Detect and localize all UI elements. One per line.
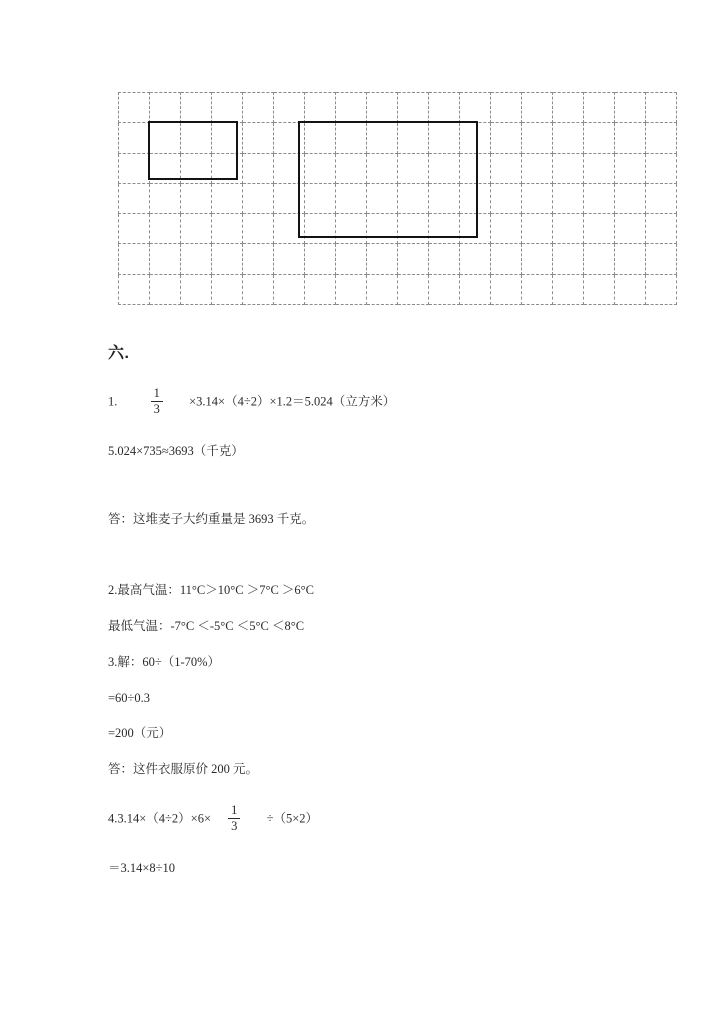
problem-2-line-2: 最低气温：-7°C ＜-5°C ＜5°C ＜8°C [108,619,305,633]
problem-1-line-2: 5.024×735≈3693（千克） [108,444,244,458]
grid-cell [553,93,584,123]
grid-cell [212,274,243,304]
grid-cell [615,244,646,274]
grid-cell [522,183,553,213]
grid-cell [646,244,677,274]
grid-cell [119,183,150,213]
grid-cell [491,93,522,123]
grid-cell [243,93,274,123]
problem-3-line-3: =200（元） [108,726,172,740]
grid-cell [212,214,243,244]
grid-cell [429,93,460,123]
grid-cell [553,244,584,274]
grid-cell [522,123,553,153]
large-rectangle [298,121,478,238]
problem-1-line-1 [108,388,395,417]
grid-cell [553,274,584,304]
grid-cell [646,214,677,244]
grid-cell [491,153,522,183]
grid-cell [522,214,553,244]
grid-cell [398,244,429,274]
grid-cell [212,93,243,123]
grid-cell [646,183,677,213]
grid-cell [243,244,274,274]
grid-cell [398,274,429,304]
grid-cell [615,93,646,123]
grid-cell [150,214,181,244]
grid-cell [212,183,243,213]
problem-3-answer: 答：这件衣服原价 200 元。 [108,762,259,776]
problem-4-expression-head: 4.3.14×（4÷2）×6× [108,811,212,826]
problem-3-line-2: =60÷0.3 [108,691,151,705]
grid-cell [305,93,336,123]
grid-cell [367,274,398,304]
grid-cell [522,93,553,123]
fraction-denominator: 3 [231,819,238,834]
grid-cell [305,274,336,304]
grid-cell [274,244,305,274]
grid-cell [615,183,646,213]
problem-1-label: 1. [108,394,118,409]
grid-cell [429,274,460,304]
grid-cell [150,93,181,123]
grid-cell [460,93,491,123]
grid-cell [522,274,553,304]
grid-cell [119,214,150,244]
grid-cell [274,93,305,123]
fraction-one-third [151,387,163,416]
grid-cell [646,153,677,183]
problem-4-line-2: ＝3.14×8÷10 [108,861,176,875]
grid-cell [212,244,243,274]
grid-cell [119,123,150,153]
grid-cell [119,93,150,123]
grid-cell [150,244,181,274]
grid-cell [181,274,212,304]
grid-cell [522,153,553,183]
grid-cell [119,274,150,304]
grid-row [119,93,677,123]
problem-2-line-1: 2.最高气温：11°C＞10°C ＞7°C ＞6°C [108,583,315,597]
grid-cell [181,183,212,213]
grid-cell [615,153,646,183]
grid-cell [367,244,398,274]
grid-cell [584,93,615,123]
grid-cell [615,274,646,304]
grid-cell [646,123,677,153]
grid-cell [119,153,150,183]
grid-cell [553,214,584,244]
grid-row [119,244,677,274]
grid-cell [584,123,615,153]
grid-cell [584,274,615,304]
grid-figure [118,92,658,297]
grid-cell [460,244,491,274]
grid-cell [119,244,150,274]
grid-cell [553,123,584,153]
grid-cell [584,153,615,183]
grid-cell [150,274,181,304]
grid-cell [553,183,584,213]
grid-cell [243,274,274,304]
grid-cell [429,244,460,274]
grid-cell [274,274,305,304]
problem-3-line-1: 3.解：60÷（1-70%） [108,655,221,669]
grid-cell [584,214,615,244]
grid-cell [491,214,522,244]
grid-cell [181,93,212,123]
grid-cell [305,244,336,274]
grid-cell [243,123,274,153]
section-heading-six: 六. [108,345,130,362]
grid-cell [336,244,367,274]
grid-row [119,274,677,304]
fraction-one-third-2 [228,804,240,833]
problem-4-expression-tail: ÷（5×2） [266,811,319,826]
grid-cell [367,93,398,123]
grid-cell [336,274,367,304]
grid-cell [398,93,429,123]
grid-cell [243,214,274,244]
problem-1-answer: 答：这堆麦子大约重量是 3693 千克。 [108,512,315,526]
grid-cell [584,244,615,274]
grid-cell [336,93,367,123]
grid-cell [491,123,522,153]
fraction-numerator: 1 [231,803,238,817]
grid-cell [615,123,646,153]
fraction-denominator: 3 [153,402,160,417]
problem-1-expression: ×3.14×（4÷2）×1.2＝5.024（立方米） [189,394,396,409]
grid-cell [646,93,677,123]
grid-cell [584,183,615,213]
fraction-numerator: 1 [153,386,160,400]
grid-cell [553,153,584,183]
grid-cell [491,274,522,304]
grid-cell [615,214,646,244]
grid-cell [646,274,677,304]
small-rectangle [148,121,238,180]
grid-cell [150,183,181,213]
grid-cell [491,244,522,274]
grid-cell [181,244,212,274]
grid-cell [243,153,274,183]
grid-cell [181,214,212,244]
problem-4-line-1 [108,805,318,834]
grid-cell [243,183,274,213]
grid-cell [460,274,491,304]
grid-cell [491,183,522,213]
grid-cell [522,244,553,274]
